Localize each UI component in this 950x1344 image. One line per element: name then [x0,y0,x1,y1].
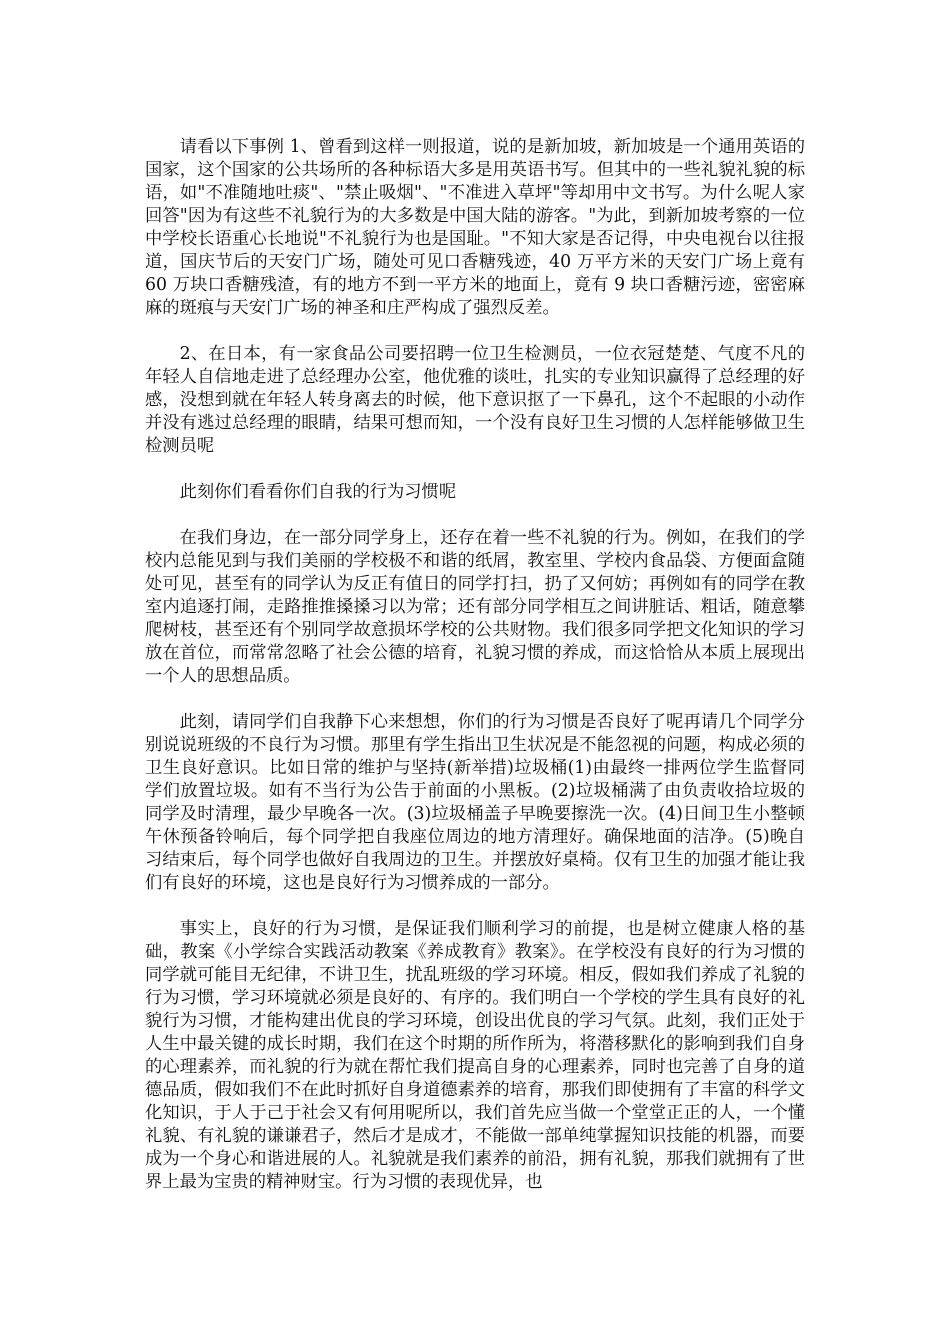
paragraph-self-reflection: 此刻你们看看你们自我的行为习惯呢 [179,482,457,502]
paragraph-campus-behavior: 在我们身边，在一部分同学身上，还存在着一些不礼貌的行为。例如，在我们的学校内总能见到与我们美丽的学校极不和谐的纸屑，教室里、学校内食品袋、方便面盒随处可见，甚至有的同学认为反正有值日的同学打扫，扔了又何妨；再例如有的同学在教室内追逐打闹，走路推推搡搡习以为常；还有部分同学相互之间讲脏话、粗话，随意攀爬树枝，甚至还有个别同学故意损坏学校的公共财物。我们很多同学把文化知识的学习放在首位，而常常忽略了社会公德的培育，礼貌习惯的养成，而这恰恰从本质上展现出一个人的思想品质。 [145,528,805,686]
paragraph-japan-example: 2、在日本，有一家食品公司要招聘一位卫生检测员，一位衣冠楚楚、气度不凡的年轻人自信地走进了总经理办公室，他优雅的谈吐，扎实的专业知识赢得了总经理的好感，没想到就在年轻人转身离去的时候，他下意识抠了一下鼻孔，这个不起眼的小动作并没有逃过总经理的眼睛，结果可想而知，一个没有良好卫生习惯的人怎样能够做卫生检测员呢 [145,344,805,456]
paragraph-good-habits: 事实上，良好的行为习惯，是保证我们顺利学习的前提，也是树立健康人格的基础，教案《小学综合实践活动教案《养成教育》教案》。在学校没有良好的行为习惯的同学就可能目无纪律，不讲卫生，扰乱班级的学习环境。相反，假如我们养成了礼貌的行为习惯，学习环境就必须是良好的、有序的。我们明白一个学校的学生具有良好的礼貌行为习惯，才能构建出优良的学习环境，创设出优良的学习气氛。此刻，我们正处于人生中最关键的成长时期，我们在这个时期的所作所为，将潜移默化的影响到我们自身的心理素养，而礼貌的行为就在帮忙我们提高自身的心理素养，同时也完善了自身的道德品质，假如我们不在此时抓好自身道德素养的培育，那我们即使拥有了丰富的科学文化知识，于人于己于社会又有何用呢所以，我们首先应当做一个堂堂正正的人，一个懂礼貌、有礼貌的谦谦君子，然后才是成才，不能做一部单纯掌握知识技能的机器，而要成为一个身心和谐进展的人。礼貌就是我们素养的前沿，拥有礼貌，那我们就拥有了世界上最为宝贵的精神财宝。行为习惯的表现优异，也 [145,919,805,1192]
paragraph-hygiene-measures: 此刻，请同学们自我静下心来想想，你们的行为习惯是否良好了呢再请几个同学分别说说班级的不良行为习惯。那里有学生指出卫生状况是不能忽视的问题，构成必须的卫生良好意识。比如日常的维护与坚持(新举措)垃圾桶(1)由最终一排两位学生监督同学们放置垃圾。如有不当行为公告于前面的小黑板。(2)垃圾桶满了由负责收拾垃圾的同学及时清理，最少早晚各一次。(3)垃圾桶盖子早晚要擦洗一次。(4)日间卫生小整顿午休预备铃响后，每个同学把自我座位周边的地方清理好。确保地面的洁净。(5)晚自习结束后，每个同学也做好自我周边的卫生。并摆放好桌椅。仅有卫生的加强才能让我们有良好的环境，这也是良好行为习惯养成的一部分。 [145,712,805,893]
paragraph-singapore-example: 请看以下事例 1、曾看到这样一则报道，说的是新加坡，新加坡是一个通用英语的国家，这个国家的公共场所的各种标语大多是用英语书写。但其中的一些礼貌礼貌的标语，如"不准随地吐痰"、"禁止吸烟"、"不准进入草坪"等却用中文书写。为什么呢人家回答"因为有这些不礼貌行为的大多数是中国大陆的游客。"为此，到新加坡考察的一位中学校长语重心长地说"不礼貌行为也是国耻。"不知大家是否记得，中央电视台以往报道，国庆节后的天安门广场，随处可见口香糖残迹，40 万平方米的天安门广场上竟有 60 万块口香糖残渣，有的地方不到一平方米的地面上，竟有 9 块口香糖污迹，密密麻麻的斑痕与天安门广场的神圣和庄严构成了强烈反差。 [145,137,805,318]
document-body [145,136,805,1194]
